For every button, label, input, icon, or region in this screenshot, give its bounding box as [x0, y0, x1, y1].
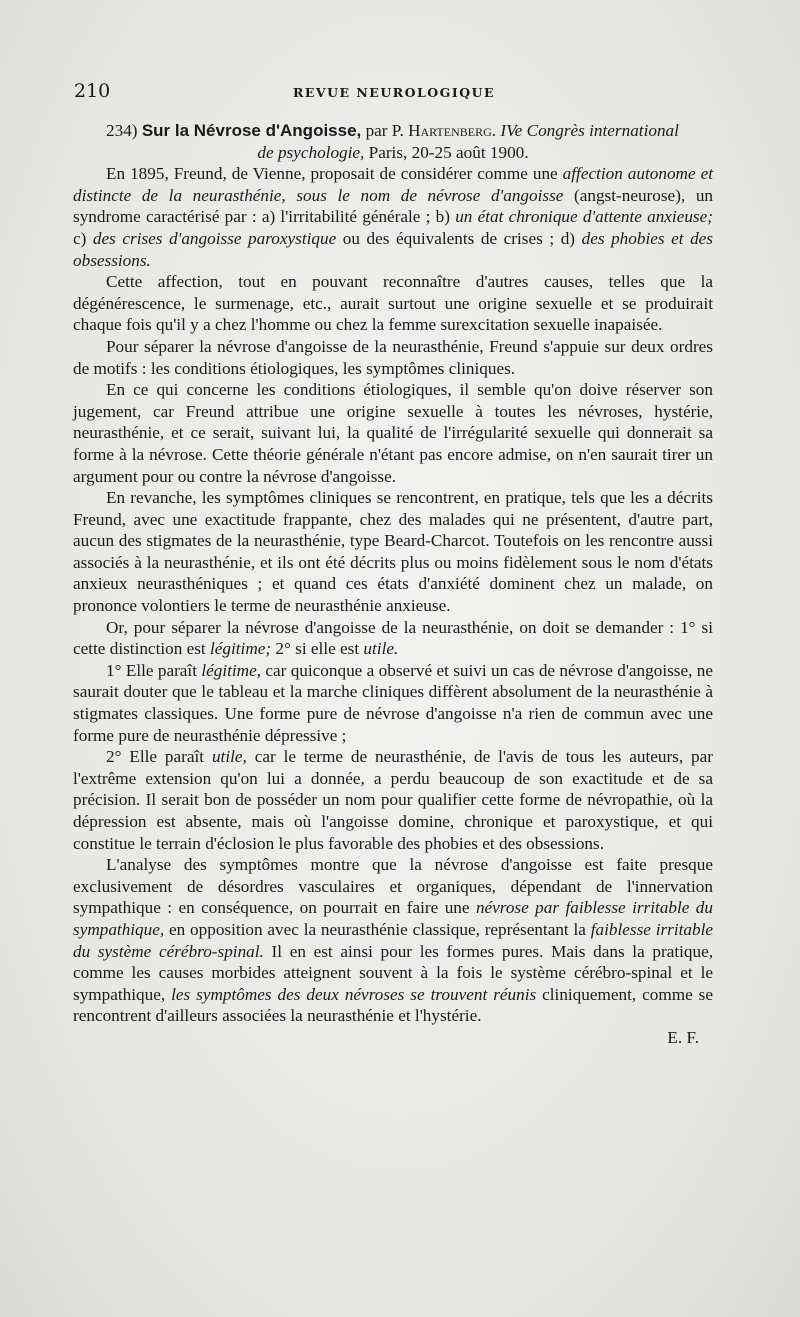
- paragraph: [73, 746, 713, 854]
- signature: E. F.: [667, 1027, 699, 1047]
- text-run: cliniquement, comme se rencontrent d'ailleurs associées la neurasthénie et l'hystérie.: [73, 984, 713, 1026]
- text-run: En 1895, Freund, de Vienne, proposait de considérer comme une: [106, 164, 563, 184]
- paragraph: [73, 163, 713, 271]
- text-run: Il en est ainsi pour les formes pures. Mais dans la pratique, comme les causes morbides atteignent souvent à la fois le système cérébro-spinal et le sympathique,: [73, 941, 713, 1004]
- entry-title: Sur la Névrose d'Angoisse,: [141, 121, 362, 140]
- paragraph: [73, 336, 713, 379]
- running-title: REVUE NEUROLOGIQUE: [292, 85, 496, 100]
- italic-text: les symptômes des deux névroses se trouvent réunis: [171, 984, 537, 1004]
- italic-text: des crises d'angoisse paroxystique: [92, 228, 337, 248]
- entry-venue-cont: de psychologie,: [257, 142, 365, 162]
- text-run: car quiconque a observé et suivi un cas de névrose d'angoisse, ne saurait douter que le tableau et la marche cliniques diffèrent absolument de la neurasthénie à stigmates classiques. Une forme pure de névrose d'angoisse n'a rien de commun avec une forme pure de neurasthénie dépressive ;: [73, 660, 713, 745]
- article-body: [73, 120, 714, 1047]
- text-run: Pour séparer la névrose d'angoisse de la neurasthénie, Freund s'appuie sur deux ordres de motifs : les conditions étiologiques, les symptômes cliniques.: [73, 336, 713, 378]
- italic-text: affection autonome et distincte de la neurasthénie, sous le nom de névrose d'angoisse: [73, 164, 713, 205]
- entry-author: Hartenberg.: [408, 121, 497, 140]
- text-run: 2° si elle est: [271, 639, 364, 659]
- page-header: [74, 80, 714, 106]
- text-run: L'analyse des symptômes montre que la névrose d'angoisse est faite presque exclusivement de désordres vasculaires et organiques, dépendant de l'innervation sympathique : en conséquence, on pourrait en faire une: [73, 855, 713, 918]
- page-number: 210: [74, 80, 111, 102]
- italic-text: névrose par faiblesse irritable du sympathique,: [73, 898, 713, 939]
- text-run: En revanche, les symptômes cliniques se rencontrent, en pratique, tels que les a décrits Freund, avec une exactitude frappante, chez des malades qui ne présentent, d'autre part, aucun des stigmates de la neurasthénie, type Beard-Charcot. Toutefois on les rencontre aussi associés à la neurasthénie, et ils ont été décrits plus ou moins fidèlement sous le nom d'états anxieux neurasthéniques ; et quand ces états d'anxiété dominent chez un malade, on prononce volontiers le terme de neurasthénie anxieuse.: [73, 488, 713, 616]
- text-run: 1° Elle paraît: [106, 660, 202, 680]
- paragraph: [73, 379, 713, 487]
- text-run: (angst-neurose), un syndrome caractérisé par : a) l'irritabilité générale ; b): [73, 185, 714, 227]
- paragraph: [73, 854, 713, 1027]
- italic-text: utile.: [363, 639, 399, 659]
- italic-text: faiblesse irritable du système cérébro-spinal.: [73, 919, 713, 961]
- paragraphs: [73, 163, 713, 1027]
- text-run: car le terme de neurasthénie, de l'avis de tous les auteurs, par l'extrême extension qu'on lui a donnée, a perdu beaucoup de son exactitude et de sa précision. Il serait bon de posséder un nom pour qualifier cette forme de névropathie, où la dépression est absente, mais où l'angoisse domine, chronique et paroxystique, et qui constitue le terrain d'éclosion le plus favorable des phobies et des obsessions.: [73, 747, 713, 853]
- italic-text: des phobies et des obsessions.: [73, 228, 713, 270]
- text-run: Or, pour séparer la névrose d'angoisse de la neurasthénie, on doit se demander : 1° si cette distinction est: [73, 617, 713, 659]
- paragraph: [73, 271, 713, 336]
- entry-venue: IVe Congrès international: [500, 121, 679, 140]
- entry-by: par P.: [365, 121, 404, 140]
- italic-text: légitime,: [201, 660, 262, 680]
- text-run: c): [73, 228, 93, 248]
- text-run: en opposition avec la neurasthénie classique, représentant la: [164, 919, 591, 939]
- italic-text: un état chronique d'attente anxieuse;: [455, 207, 713, 227]
- paragraph: [73, 660, 713, 746]
- text-run: 2° Elle paraît: [106, 747, 212, 767]
- text-run: En ce qui concerne les conditions étiologiques, il semble qu'on doive réserver son jugement, car Freund attribue une origine sexuelle à toutes les névroses, hystérie, neurasthénie, et ce serait, suivant lui, la qualité de l'irrégularité sexuelle qui donnerait sa forme à la névrose. Cette théorie générale n'étant pas encore admise, on n'en saurait tirer un argument pour ou contre la névrose d'angoisse.: [73, 380, 713, 486]
- italic-text: légitime;: [210, 639, 272, 659]
- text-run: ou des équivalents de crises ; d): [336, 228, 582, 248]
- paragraph: [73, 487, 713, 617]
- entry-heading: [73, 120, 713, 163]
- paragraph: [73, 617, 713, 660]
- text-run: Cette affection, tout en pouvant reconnaître d'autres causes, telles que la dégénérescence, le surmenage, etc., aurait surtout une origine sexuelle et se produirait chaque fois qu'il y a chez l'homme ou chez la femme surexcitation sexuelle inapaisée.: [73, 272, 713, 335]
- entry-place-date: Paris, 20-25 août 1900.: [368, 142, 529, 162]
- italic-text: utile,: [211, 747, 247, 767]
- entry-number: 234): [106, 121, 138, 140]
